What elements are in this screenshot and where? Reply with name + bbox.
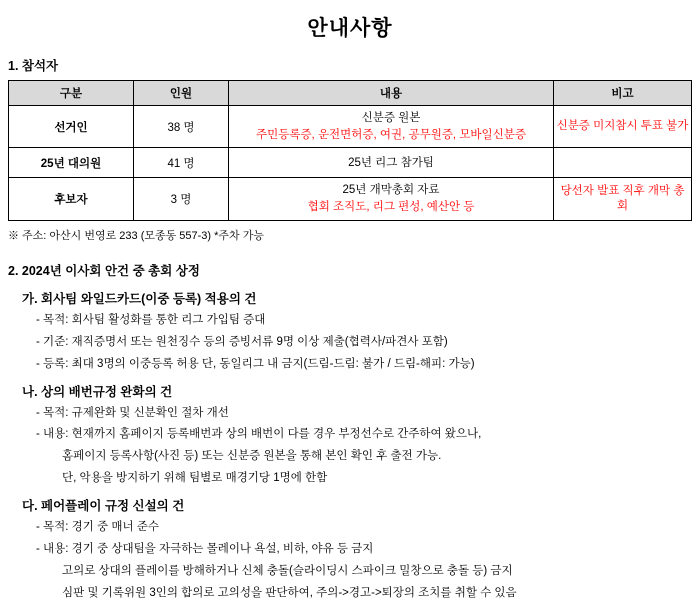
section2-heading: 2. 2024년 이사회 안건 중 총회 상정 [8, 263, 200, 278]
cell-content-main: 25년 개막총회 자료 [342, 184, 440, 197]
agenda-line: - 목적: 경기 중 매너 준수 [36, 521, 159, 534]
page-title: 안내사항 [307, 17, 393, 40]
agenda-subline: 단, 악용을 방지하기 위해 팀별로 매경기당 1명에 한함 [62, 472, 328, 485]
table-row [9, 178, 692, 220]
table-row [9, 106, 692, 148]
cell-type: 25년 대의원 [9, 148, 134, 178]
cell-content-main: 25년 리그 참가팀 [348, 156, 434, 169]
agenda-title: 가. 회사팀 와일드카드(이중 등록) 적용의 건 [22, 291, 257, 306]
cell-count: 38 명 [134, 106, 229, 148]
column-header-content: 내용 [229, 81, 554, 106]
cell-type: 선거인 [9, 106, 134, 148]
section2 [0, 261, 700, 601]
cell-type: 후보자 [9, 178, 134, 220]
agenda-line: - 내용: 현재까지 홈페이지 등록배번과 상의 배번이 다를 경우 부정선수로 간주하여 왔으나, [36, 428, 482, 441]
column-header-type: 구분 [9, 81, 134, 106]
agenda-item-c [22, 496, 700, 601]
attendees-table [8, 80, 692, 221]
agenda-line: - 내용: 경기 중 상대팀을 자극하는 몰레이나 욕설, 비하, 야유 등 금지 [36, 543, 374, 556]
cell-content-sub: 주민등록증, 운전면허증, 여권, 공무원증, 모바일신분증 [256, 128, 526, 141]
agenda-line: - 등록: 최대 3명의 이중등록 허용 단, 동일리그 내 금지(드림-드림: 불가 / 드림-해피: 가능) [36, 357, 475, 370]
agenda-subline: 홈페이지 등록사항(사진 등) 또는 신분증 원본을 통해 본인 확인 후 출전 가능. [62, 450, 442, 463]
column-header-note: 비고 [554, 81, 692, 106]
section1-heading: 1. 참석자 [8, 59, 59, 73]
agenda-subline: 고의로 상대의 플레이를 방해하거나 신체 충돌(슬라이딩시 스파이크 밀창으로 충돌 등) 금지 [62, 565, 513, 578]
cell-note: 당선자 발표 직후 개막 총회 [554, 178, 692, 220]
table-row [9, 148, 692, 178]
cell-note: 신분증 미지참시 투표 불가 [554, 106, 692, 148]
agenda-line: - 목적: 회사팀 활성화를 통한 리그 가입팀 증대 [36, 313, 266, 326]
cell-content [229, 106, 554, 148]
agenda-item-a [22, 289, 700, 372]
cell-content [229, 148, 554, 178]
column-header-count: 인원 [134, 81, 229, 106]
document-page [0, 12, 700, 603]
cell-content [229, 178, 554, 220]
cell-count: 41 명 [134, 148, 229, 178]
section1-footnote: ※ 주소: 아산시 번영로 233 (모종동 557-3) *주차 가능 [8, 229, 264, 242]
agenda-item-b [22, 382, 700, 487]
cell-note [554, 148, 692, 178]
agenda-title: 나. 상의 배번규정 완화의 건 [22, 384, 173, 399]
table-header-row [9, 81, 692, 106]
cell-count: 3 명 [134, 178, 229, 220]
agenda-subline: 심판 및 기록위원 3인의 합의로 고의성을 판단하여, 주의->경고->퇴장의 조치를 취할 수 있음 [62, 587, 517, 600]
agenda-title: 다. 페어플레이 규정 신설의 건 [22, 499, 185, 514]
cell-content-main: 신분증 원본 [361, 112, 421, 124]
agenda-line: - 목적: 규제완화 및 신분확인 절차 개선 [36, 406, 229, 419]
agenda-line: - 기준: 재직증명서 또는 원천징수 등의 증빙서류 9명 이상 제출(협력사/파견사 포함) [36, 335, 448, 348]
cell-content-sub: 협회 조직도, 리그 편성, 예산안 등 [307, 201, 475, 214]
